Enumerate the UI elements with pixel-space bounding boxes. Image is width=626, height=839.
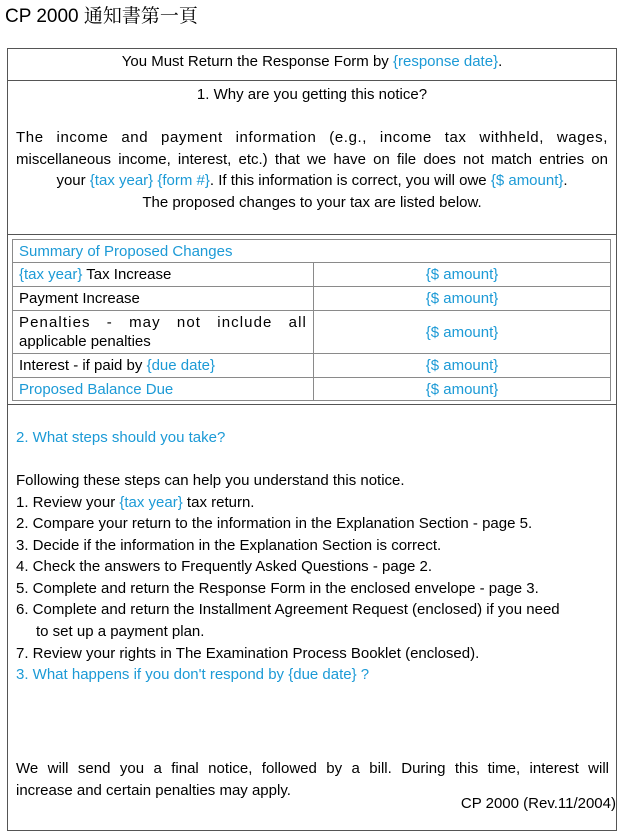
return-deadline-text: You Must Return the Response Form by <box>121 53 393 70</box>
penalties-label-line-1: Penalties - may not include all <box>19 314 307 331</box>
step-7: 7. Review your rights in The Examination Process Booklet (enclosed). <box>16 645 480 662</box>
why-notice-heading: 1. Why are you getting this notice? <box>196 86 428 103</box>
penalties-amount: {$ amount} <box>314 311 611 354</box>
payment-increase-label: Payment Increase <box>13 287 314 311</box>
summary-header-row <box>13 240 611 263</box>
tax-increase-amount: {$ amount} <box>314 263 611 287</box>
balance-due-amount: {$ amount} <box>314 378 611 401</box>
interest-label <box>13 354 314 378</box>
line3-prefix: your <box>56 172 90 189</box>
return-deadline-period: . <box>498 53 503 70</box>
table-row <box>13 354 611 378</box>
no-response-heading-text: 3. What happens if you don't respond by <box>16 666 289 683</box>
step-6-line-2: to set up a payment plan. <box>36 623 205 640</box>
section-why-notice <box>8 81 616 235</box>
step-3: 3. Decide if the information in the Explanation Section is correct. <box>16 537 442 554</box>
why-notice-line-1: The income and payment information (e.g., income tax withheld, wages, <box>16 129 608 146</box>
penalties-label-line-2: applicable penalties <box>19 333 151 350</box>
steps-intro: Following these steps can help you understand this notice. <box>16 472 405 489</box>
form-number-placeholder: {form #} <box>157 172 210 189</box>
step-2: 2. Compare your return to the information in the Explanation Section - page 5. <box>16 515 533 532</box>
summary-header: Summary of Proposed Changes <box>13 240 611 263</box>
why-notice-paragraph <box>16 127 608 213</box>
line3-period: . <box>563 172 568 189</box>
no-response-line-1: We will send you a final notice, followed by a bill. During this time, interest will <box>16 760 609 777</box>
no-response-line-2: increase and certain penalties may apply. <box>16 782 291 799</box>
form-revision-footer: CP 2000 (Rev.11/2004) <box>460 795 616 812</box>
table-row <box>13 311 611 354</box>
step-5: 5. Complete and return the Response Form in the enclosed envelope - page 3. <box>16 580 539 597</box>
tax-increase-text: Tax Increase <box>82 266 172 283</box>
payment-increase-amount: {$ amount} <box>314 287 611 311</box>
section-summary <box>8 235 616 405</box>
tax-year-placeholder: {tax year} <box>89 172 154 189</box>
step-1-prefix: 1. Review your <box>16 494 120 511</box>
interest-amount: {$ amount} <box>314 354 611 378</box>
amount-placeholder: {$ amount} <box>490 172 564 189</box>
step-1 <box>16 493 254 513</box>
why-notice-line-3 <box>16 170 608 192</box>
return-deadline-banner <box>8 49 616 81</box>
notice-frame <box>7 48 617 831</box>
table-row <box>13 287 611 311</box>
why-notice-line-2: miscellaneous income, interest, etc.) that we have on file does not match entries on <box>16 150 608 168</box>
line3-middle: . If this information is correct, you will owe <box>209 172 491 189</box>
response-date-placeholder: {response date} <box>392 53 499 70</box>
tax-year-placeholder: {tax year} <box>19 266 83 283</box>
due-date-placeholder: {due date} <box>288 666 357 683</box>
due-date-placeholder: {due date} <box>146 357 215 374</box>
tax-year-placeholder: {tax year} <box>119 494 183 511</box>
step-6-line-1: 6. Complete and return the Installment Agreement Request (enclosed) if you need <box>16 601 560 618</box>
interest-text: Interest - if paid by <box>19 357 147 374</box>
table-row <box>13 263 611 287</box>
no-response-heading <box>16 665 369 685</box>
steps-heading: 2. What steps should you take? <box>16 429 226 446</box>
step-1-suffix: tax return. <box>182 494 255 511</box>
page-title: CP 2000 通知書第一頁 <box>5 6 198 27</box>
table-row <box>13 378 611 401</box>
tax-increase-label <box>13 263 314 287</box>
penalties-label <box>13 311 314 354</box>
step-4: 4. Check the answers to Frequently Asked Questions - page 2. <box>16 558 433 575</box>
section-steps <box>8 405 616 830</box>
summary-table <box>12 239 611 401</box>
why-notice-line-4: The proposed changes to your tax are listed below. <box>142 193 482 211</box>
no-response-heading-end: ? <box>356 666 370 683</box>
balance-due-label: Proposed Balance Due <box>13 378 314 401</box>
